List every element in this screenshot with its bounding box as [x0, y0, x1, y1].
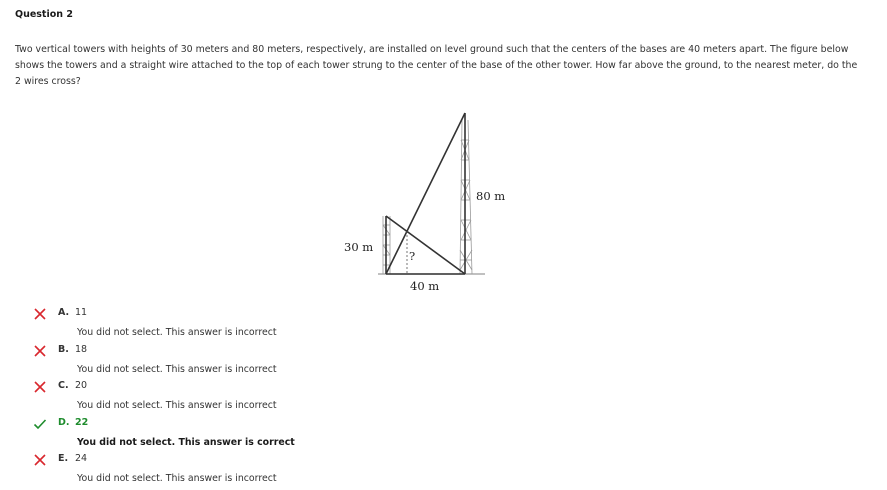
- incorrect-x-icon: [33, 453, 47, 467]
- answer-option-a[interactable]: [33, 305, 433, 342]
- towers-figure: [330, 100, 530, 300]
- tall-tower-label: 80 m: [476, 189, 506, 203]
- towers-diagram: [330, 100, 530, 300]
- question-title: Question 2: [15, 9, 73, 20]
- answer-feedback: You did not select. This answer is correct: [77, 436, 295, 448]
- answer-value: 18: [75, 343, 88, 355]
- base-label: 40 m: [410, 279, 440, 293]
- question-text: Two vertical towers with heights of 30 meters and 80 meters, respectively, are installed on level ground such that the centers of the bases are 40 meters apart. The figure below shows the towers and a straight wire attached to the top of each tower strung to the center of the base of the other tower. How far above the ground, to the nearest meter, do the 2 wires cross?: [15, 44, 858, 87]
- wires: [386, 113, 465, 274]
- answer-letter: A.: [58, 307, 70, 318]
- answer-option-c[interactable]: [33, 378, 433, 415]
- answer-feedback: You did not select. This answer is incorrect: [77, 363, 277, 375]
- answer-value: 20: [75, 380, 88, 391]
- incorrect-x-icon: [33, 380, 47, 394]
- answer-feedback: You did not select. This answer is incorrect: [77, 400, 277, 411]
- correct-check-icon: [33, 417, 47, 431]
- answer-feedback: You did not select. This answer is incorrect: [77, 473, 277, 484]
- answer-letter: E.: [58, 453, 69, 464]
- incorrect-x-icon: [33, 307, 47, 321]
- answer-feedback: You did not select. This answer is incorrect: [77, 327, 277, 338]
- tall-tower: [460, 120, 472, 274]
- answer-letter: B.: [58, 343, 69, 355]
- answer-option-b[interactable]: [33, 342, 433, 379]
- answer-letter: C.: [58, 380, 69, 391]
- answer-option-e[interactable]: [33, 451, 433, 488]
- answer-list: [33, 305, 433, 488]
- answer-letter: D.: [58, 416, 70, 428]
- answer-value: 24: [75, 453, 88, 464]
- answer-value: 11: [75, 307, 88, 318]
- unknown-height-label: ?: [409, 249, 416, 263]
- incorrect-x-icon: [33, 344, 47, 358]
- short-tower-label: 30 m: [344, 240, 374, 254]
- answer-value: 22: [75, 416, 89, 428]
- answer-option-d[interactable]: [33, 415, 433, 452]
